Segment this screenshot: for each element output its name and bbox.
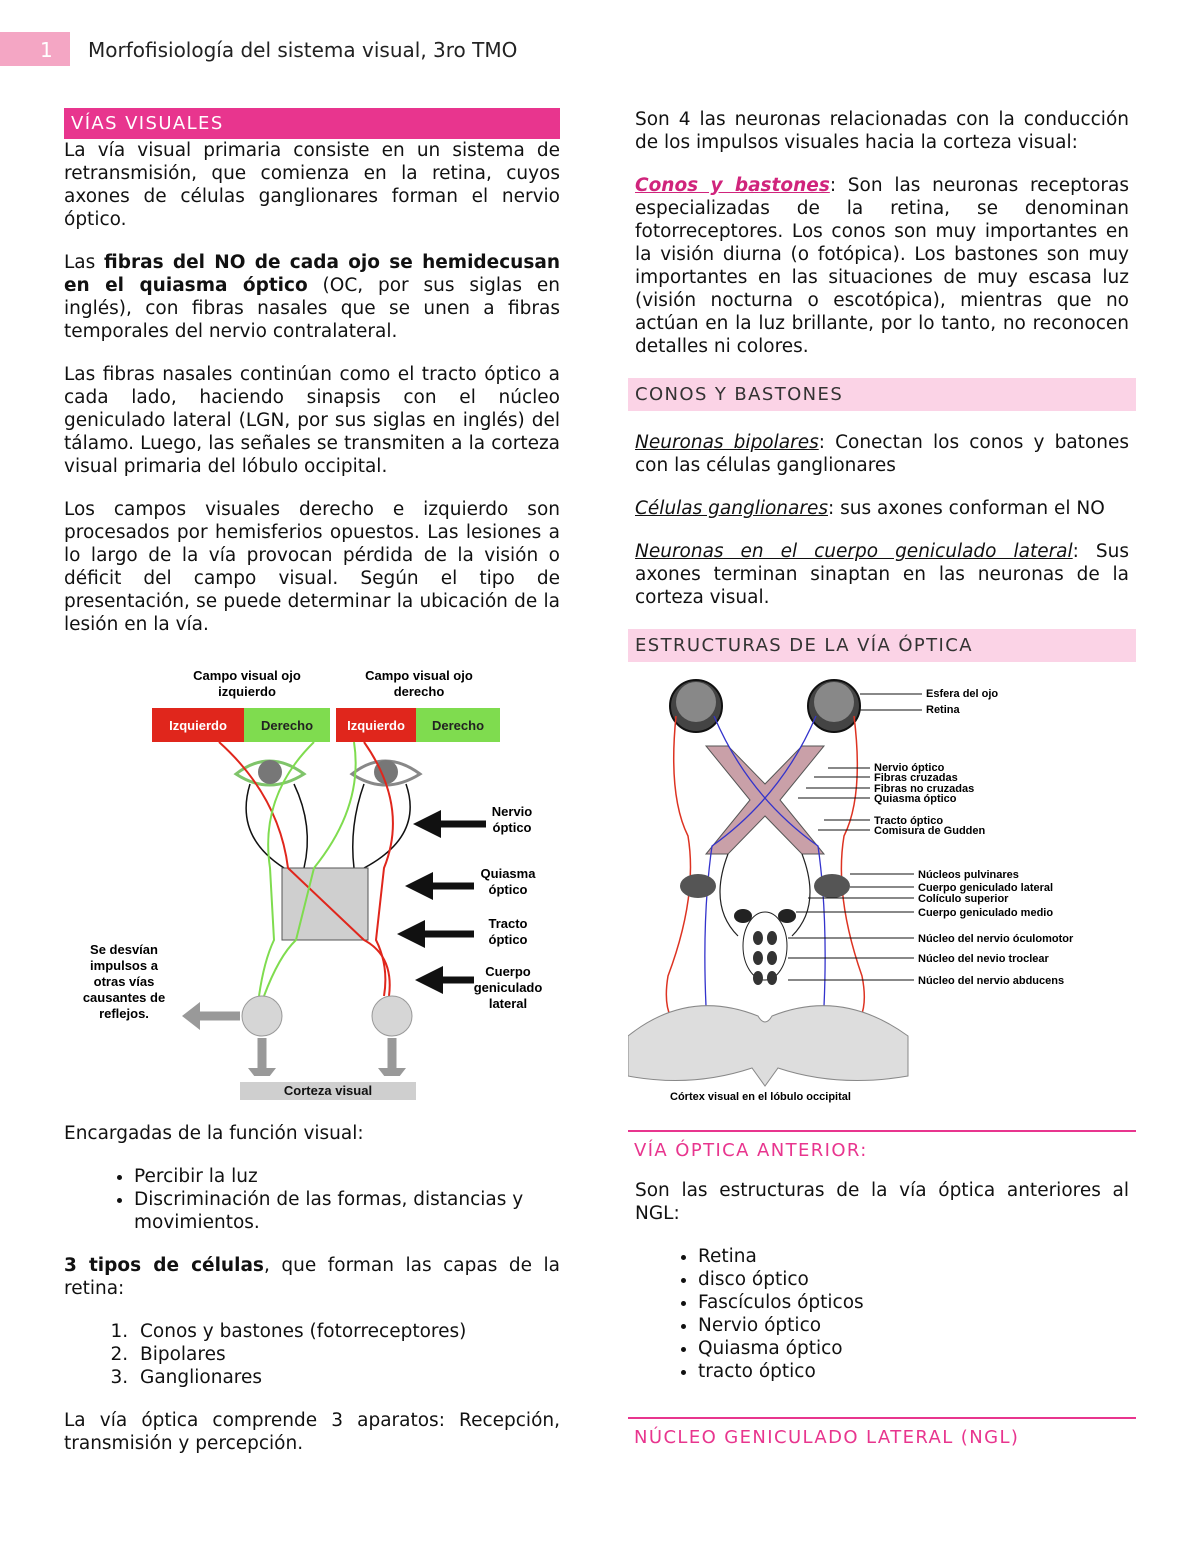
running-header: Morfofisiología del sistema visual, 3ro TMO: [88, 38, 518, 62]
box-label: Izquierdo: [169, 718, 227, 733]
paragraph: Son 4 las neuronas relacionadas con la conducción de los impulsos visuales hacia la corteza visual:: [635, 109, 1129, 153]
right-column: [628, 108, 1136, 1466]
list-item: • Nervio óptico: [698, 1314, 1136, 1337]
box-label: Izquierdo: [347, 718, 405, 733]
paragraph: 3 tipos de células, que forman las capas de la retina:: [64, 1255, 561, 1299]
label-tracto-optico: Tracto óptico: [488, 916, 528, 947]
visual-pathway-diagram: [64, 656, 560, 1076]
corteza-visual-bar: Corteza visual: [240, 1082, 416, 1100]
paragraph: Las fibras nasales continúan como el tracto óptico a cada lado, haciendo sinapsis con el núcleo geniculado lateral (LGN, por sus siglas en inglés) del tálamo. Luego, las señales se transmiten a la corteza visual primaria del lóbulo occipital.: [64, 364, 560, 477]
label: Núcleo del nevio troclear: [918, 953, 1049, 965]
cell-types-list: [64, 1320, 560, 1389]
list-item: • disco óptico: [698, 1268, 1136, 1291]
label: Cuerpo geniculado medio: [918, 907, 1054, 919]
list-item: • Discriminación de las formas, distancias y movimientos.: [134, 1188, 560, 1234]
paragraph: Células ganglionares: sus axones conforman el NO: [635, 498, 1105, 519]
section-heading-via-optica-anterior: VÍA ÓPTICA ANTERIOR:: [628, 1130, 1136, 1161]
term-celulas-ganglionares: Células ganglionares: [635, 498, 828, 519]
right-lgn: [372, 996, 412, 1036]
paragraph: Encargadas de la función visual:: [64, 1123, 364, 1144]
paragraph: La vía visual primaria consiste en un sistema de retransmisión, que comienza en la retina, cuyos axones de células ganglionares forman el nervio óptico.: [64, 140, 560, 230]
box-label: Derecho: [260, 718, 314, 733]
occipital-cortex: [628, 1006, 908, 1086]
anterior-structures-list: [628, 1245, 1136, 1383]
paragraph: Los campos visuales derecho e izquierdo son procesados por hemisferios opuestos. Las lesiones a lo largo de la vía provocan pérdida de la visión o déficit del campo visual. Según el tipo de presentación, se puede determinar la ubicación de la lesión en la vía.: [64, 499, 560, 635]
paragraph: Las fibras del NO de cada ojo se hemidecusan en el quiasma óptico (OC, por sus siglas en inglés), con fibras nasales que se unen a fibras temporales del nervio contralateral.: [64, 252, 560, 342]
label-cuerpo-geniculado: Cuerpo geniculado lateral: [473, 964, 543, 1011]
label-se-desvian: Se desvían impulsos a otras vías causantes de reflejos.: [82, 942, 166, 1021]
left-column: [64, 108, 560, 1475]
label: Fibras cruzadas: [874, 772, 958, 784]
term-conos-bastones: Conos y bastones: [635, 175, 830, 196]
section-heading-vias-visuales: VÍAS VISUALES: [64, 108, 560, 139]
label: Fibras no cruzadas: [874, 783, 975, 795]
paragraph: Son las estructuras de la vía óptica anteriores al NGL:: [635, 1180, 1129, 1224]
left-eye-icon: [236, 760, 304, 785]
section-heading-ngl: NÚCLEO GENICULADO LATERAL (NGL): [628, 1417, 1136, 1448]
section-heading-estructuras: ESTRUCTURAS DE LA VÍA ÓPTICA: [628, 629, 1136, 662]
list-item: 2. Bipolares: [134, 1343, 560, 1366]
bold-phrase: fibras del NO de cada ojo se hemidecusan en el quiasma óptico: [64, 252, 560, 296]
paragraph: Neuronas en el cuerpo geniculado lateral: Sus axones terminan sinaptan en las neuronas de la corteza visual.: [635, 541, 1129, 608]
term-neuronas-cgl: Neuronas en el cuerpo geniculado lateral: [635, 541, 1073, 562]
list-item: • Percibir la luz: [134, 1165, 560, 1188]
list-item: • tracto óptico: [698, 1360, 1136, 1383]
label: Tracto óptico: [874, 815, 944, 827]
box-label: Derecho: [431, 718, 485, 733]
paragraph: La vía óptica comprende 3 aparatos: Recepción, transmisión y percepción.: [64, 1410, 560, 1454]
label: Nervio óptico: [874, 762, 945, 774]
list-item: 1. Conos y bastones (fotorreceptores): [134, 1320, 560, 1343]
list-item: 3. Ganglionares: [134, 1366, 560, 1389]
label: Núcleo del nervio óculomotor: [918, 933, 1074, 945]
field-left-title: Campo visual ojo izquierdo: [193, 668, 301, 699]
label: Núcleo del nervio abducens: [918, 975, 1065, 987]
label-quiasma-optico: Quiasma óptico: [480, 866, 536, 897]
figure-caption: Córtex visual en el lóbulo occipital: [670, 1091, 851, 1103]
paragraph: Neuronas bipolares: Conectan los conos y batones con las células ganglionares: [635, 432, 1129, 476]
label-nervio-optico: Nervio óptico: [491, 804, 533, 835]
label: Núcleos pulvinares: [918, 869, 1019, 881]
label: Esfera del ojo: [926, 688, 999, 700]
optic-pathway-anatomy-diagram: [628, 676, 1136, 1112]
functions-list: [64, 1165, 560, 1234]
page-number-tab: [0, 32, 70, 66]
label: Colículo superior: [918, 893, 1009, 905]
label: Quiasma óptico: [874, 793, 957, 805]
section-heading-conos-bastones: CONOS Y BASTONES: [628, 378, 1136, 411]
label: Comisura de Gudden: [874, 825, 986, 837]
list-item: • Quiasma óptico: [698, 1337, 1136, 1360]
field-right-title: Campo visual ojo derecho: [365, 668, 473, 699]
left-lgn: [242, 996, 282, 1036]
page-number: 1: [40, 38, 53, 62]
paragraph: Conos y bastones: Son las neuronas receptoras especializadas de la retina, se denominan fotorreceptores. Los conos son muy importantes en la visión diurna (o fotópica). Los bastones son muy importantes en las situaciones de muy escasa luz (visión nocturna o escotópica), mientras que no actúan en la luz brillante, por lo tanto, no reconocen detalles ni colores.: [635, 175, 1129, 357]
list-item: • Fascículos ópticos: [698, 1291, 1136, 1314]
term-neuronas-bipolares: Neuronas bipolares: [635, 432, 819, 453]
label: Retina: [926, 704, 960, 716]
bold-phrase: 3 tipos de células: [64, 1255, 264, 1276]
list-item: • Retina: [698, 1245, 1136, 1268]
label: Cuerpo geniculado lateral: [918, 882, 1054, 894]
